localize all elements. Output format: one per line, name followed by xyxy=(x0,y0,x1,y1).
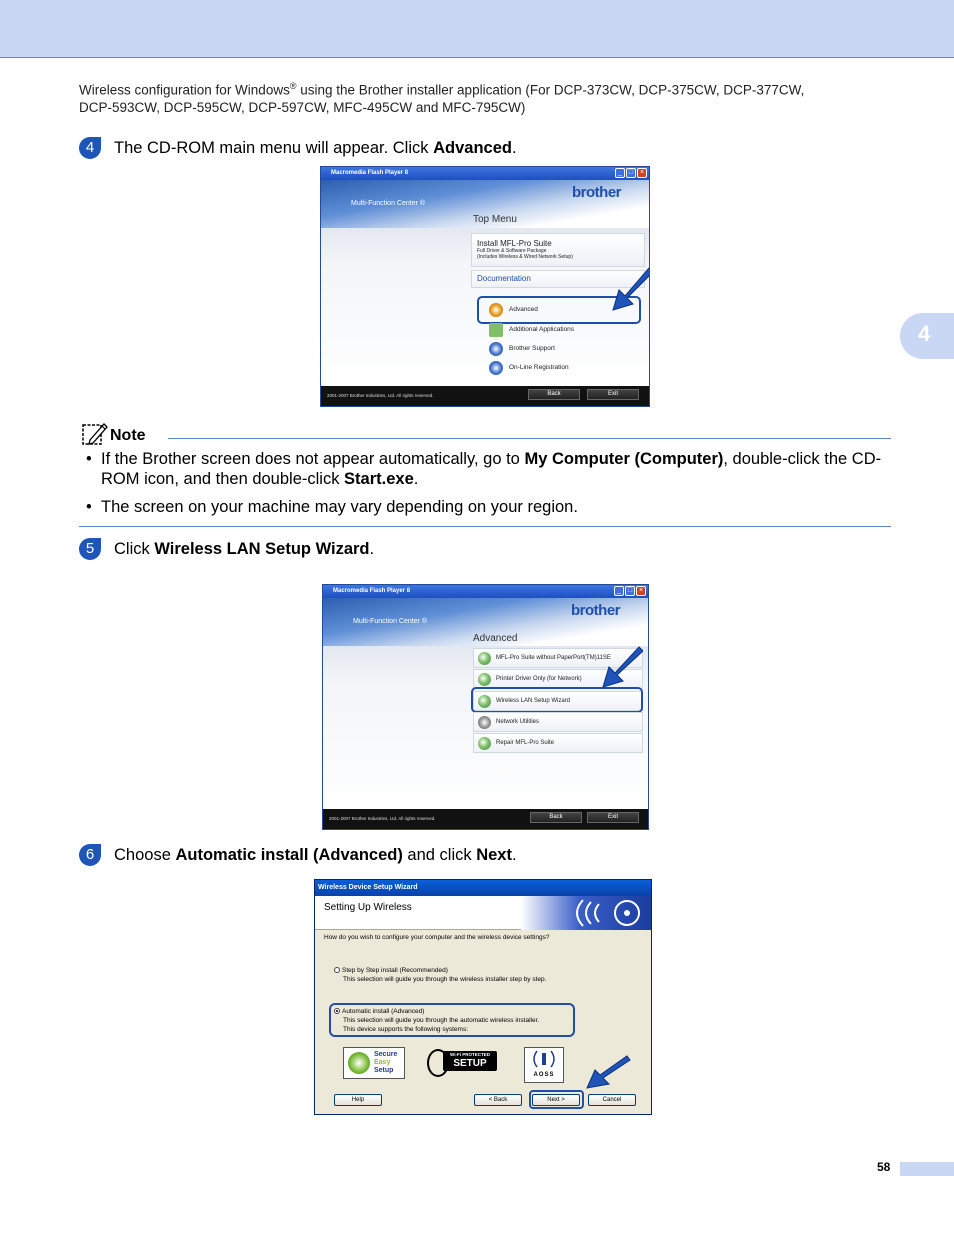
next-button[interactable]: Next > xyxy=(532,1094,580,1106)
brother-logo: brother xyxy=(572,184,621,201)
exit-button[interactable]: Exit xyxy=(587,389,639,400)
printer-driver-only-item[interactable]: Printer Driver Only (for Network) xyxy=(473,669,643,689)
pointer-arrow-icon xyxy=(601,645,643,689)
additional-applications-item[interactable]: Additional Applications xyxy=(487,322,574,338)
cdrom-advanced-menu-screenshot: Macromedia Flash Player 8 _ □ × brother Multi-Function Center ® Advanced MFL-Pro Suite without PaperPort(TM)11SE Printer Driver Only (for Network) Wireless LAN Setup Wizard Network Utilities Repair MFL-Pro Suite 2001-2007 Brother Industries, Ltd. All rights reserved. Back Exit xyxy=(322,584,649,830)
network-utilities-item[interactable]: Network Utilities xyxy=(473,712,643,732)
top-band xyxy=(0,0,954,58)
exit-button[interactable]: Exit xyxy=(587,812,639,823)
page-number: 58 xyxy=(877,1160,891,1174)
aoss-badge: AOSS xyxy=(524,1047,564,1083)
online-registration-item[interactable]: On-Line Registration xyxy=(487,360,569,376)
wifi-protected-setup-badge: Wi-Fi PROTECTED SETUP xyxy=(427,1047,499,1079)
back-button[interactable]: Back xyxy=(530,812,582,823)
note-pencil-icon xyxy=(82,422,108,446)
wizard-highlight xyxy=(471,687,643,713)
gear-icon xyxy=(489,303,503,317)
wireless-waves-icon xyxy=(521,896,651,930)
help-button[interactable]: Help xyxy=(334,1094,382,1106)
aoss-waves-icon xyxy=(525,1048,563,1070)
page-band xyxy=(900,1162,954,1176)
back-button[interactable]: < Back xyxy=(474,1094,522,1106)
brother-logo: brother xyxy=(571,602,620,619)
note-rule xyxy=(168,438,891,439)
automatic-install-radio[interactable]: Automatic install (Advanced) This selection will guide you through the automatic wireless installer. This device supports the following systems: xyxy=(334,1007,539,1034)
step-number: 4 xyxy=(79,137,101,159)
running-header: Wireless configuration for Windows® using the Brother installer application (For DCP-373CW, DCP-375CW, DCP-377CW, DCP-593CW, DCP-595CW, DCP-597CW, MFC-495CW and MFC-795CW) xyxy=(79,81,805,115)
documentation-item[interactable]: Documentation xyxy=(471,270,645,288)
step-number: 6 xyxy=(79,844,101,866)
step-by-step-radio[interactable]: Step by Step install (Recommended) This selection will guide you through the wireless installer step by step. xyxy=(334,966,546,984)
back-button[interactable]: Back xyxy=(528,389,580,400)
secure-easy-setup-icon xyxy=(348,1052,370,1074)
wireless-lan-setup-wizard-item[interactable]: Wireless LAN Setup Wizard xyxy=(473,691,643,711)
pointer-arrow-icon xyxy=(611,266,650,312)
next-highlight xyxy=(529,1090,584,1109)
apps-icon xyxy=(489,323,503,337)
globe-icon xyxy=(489,342,503,356)
step-number: 5 xyxy=(79,538,101,560)
advanced-item[interactable]: Advanced xyxy=(487,302,538,318)
note-end-rule xyxy=(79,526,891,527)
wireless-setup-wizard-screenshot: Wireless Device Setup Wizard Setting Up Wireless How do you wish to configure your computer and the wireless device settings? Step by Step install (Recommended) This selection will guide you through the wireless installer step by step. Automatic install (Advanced) This selection will guide you through the automatic wireless installer. This device supports the following systems: Secure Easy Setup Wi-Fi PROTECTED SETUP AOSS Help < Back Next > Cancel xyxy=(314,879,652,1115)
install-mfl-pro-item[interactable]: Install MFL-Pro Suite Full Driver & Software Package (Includes Wireless & Wired Network Setup) xyxy=(471,233,645,267)
chapter-tab: 4 xyxy=(900,313,954,359)
pointer-arrow-icon xyxy=(585,1054,631,1090)
cdrom-top-menu-screenshot: Macromedia Flash Player 8 _ □ × brother Multi-Function Center ® Top Menu Install MFL-Pro Suite Full Driver & Software Package (Includes Wireless & Wired Network Setup) Documentation Advanced Additional Applications Brother Support On-Line Registration 2001-2007 Brother Industries, Ltd. All rights reserved. Back Exit xyxy=(320,166,650,407)
wireless-logo xyxy=(521,896,651,930)
cancel-button[interactable]: Cancel xyxy=(588,1094,636,1106)
secure-easy-setup-badge: Secure Easy Setup xyxy=(343,1047,405,1079)
registration-icon xyxy=(489,361,503,375)
brother-support-item[interactable]: Brother Support xyxy=(487,341,555,357)
mfl-pro-without-paperport-item[interactable]: MFL-Pro Suite without PaperPort(TM)11SE xyxy=(473,648,643,668)
repair-mfl-pro-item[interactable]: Repair MFL-Pro Suite xyxy=(473,733,643,753)
